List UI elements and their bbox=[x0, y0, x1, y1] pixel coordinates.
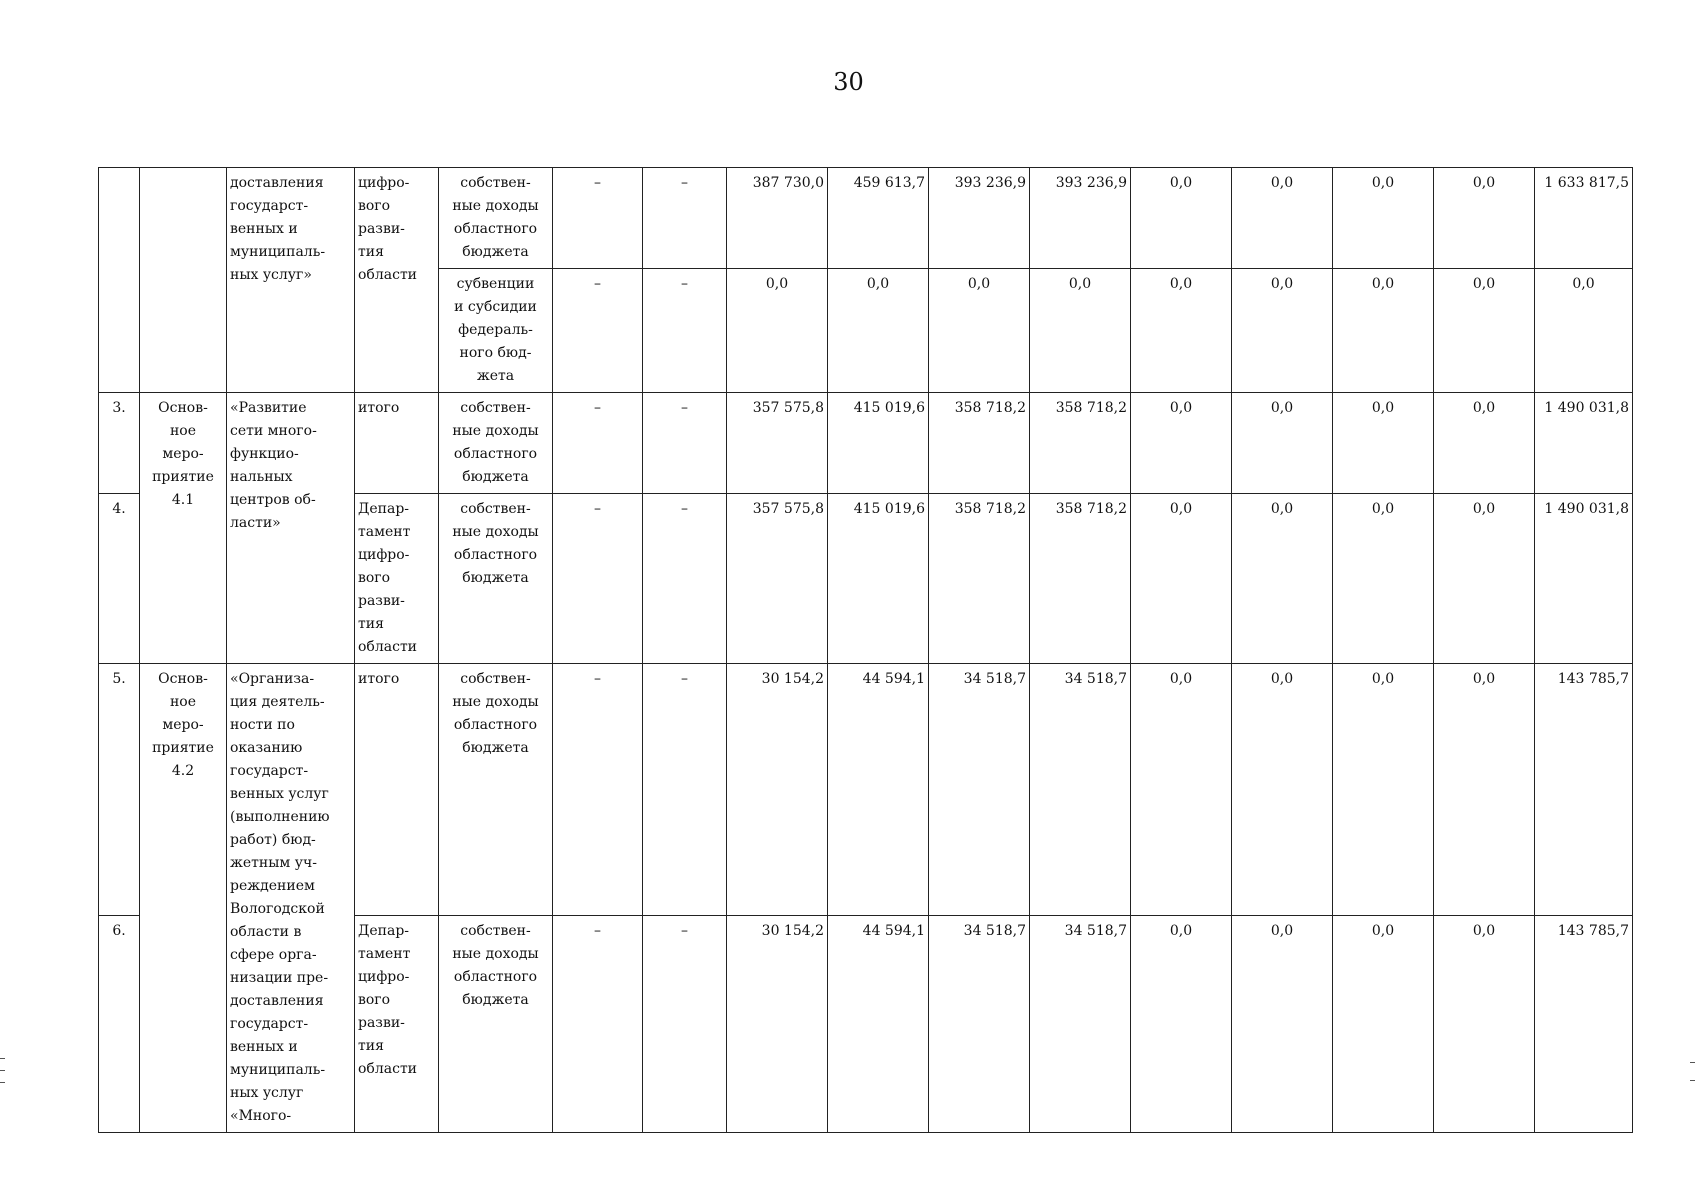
table-row bbox=[99, 168, 1633, 269]
value-cell: 34 518,7 bbox=[929, 664, 1030, 916]
value-cell: 0,0 bbox=[1030, 269, 1131, 393]
value-cell: 0,0 bbox=[1333, 269, 1434, 393]
scan-mark bbox=[0, 1070, 5, 1071]
value-cell: 0,0 bbox=[1333, 664, 1434, 916]
activity-name: «Организа- ция деятель- ности по оказанию государст- венных услуг (выполнению работ) бюд- жетным уч- реждением Вологодской области в сфере орга- низации пре- доставления государст- венных и муниципаль- ных услуг «Много- bbox=[227, 664, 355, 1133]
value-cell: 0,0 bbox=[1434, 664, 1535, 916]
value-cell: 0,0 bbox=[1232, 494, 1333, 664]
dash-cell: – bbox=[643, 664, 727, 916]
value-cell: 358 718,2 bbox=[1030, 393, 1131, 494]
value-cell: 0,0 bbox=[1232, 664, 1333, 916]
value-cell: 0,0 bbox=[1131, 494, 1232, 664]
funding-source: собствен- ные доходы областного бюджета bbox=[439, 664, 553, 916]
dash-cell: – bbox=[643, 168, 727, 269]
page-number: 30 bbox=[833, 68, 864, 96]
table-row bbox=[99, 664, 1633, 916]
dash-cell: – bbox=[643, 393, 727, 494]
dash-cell: – bbox=[643, 269, 727, 393]
activity-name: «Развитие сети много- функцио- нальных центров об- ласти» bbox=[227, 393, 355, 664]
executor-cell: итого bbox=[355, 664, 439, 916]
funding-source: собствен- ные доходы областного бюджета bbox=[439, 915, 553, 1132]
value-cell: 0,0 bbox=[1131, 664, 1232, 916]
value-cell: 30 154,2 bbox=[727, 664, 828, 916]
row-number: 5. bbox=[99, 664, 140, 916]
value-cell: 44 594,1 bbox=[828, 915, 929, 1132]
total-cell: 1 490 031,8 bbox=[1535, 494, 1633, 664]
value-cell: 0,0 bbox=[1131, 915, 1232, 1132]
dash-cell: – bbox=[553, 393, 643, 494]
value-cell: 393 236,9 bbox=[929, 168, 1030, 269]
value-cell: 0,0 bbox=[929, 269, 1030, 393]
row-number: 4. bbox=[99, 494, 140, 664]
executor-cell: цифро- вого разви- тия области bbox=[355, 168, 439, 393]
value-cell: 358 718,2 bbox=[1030, 494, 1131, 664]
dash-cell: – bbox=[553, 915, 643, 1132]
dash-cell: – bbox=[553, 494, 643, 664]
funding-source: собствен- ные доходы областного бюджета bbox=[439, 494, 553, 664]
activity-name: доставления государст- венных и муниципаль- ных услуг» bbox=[227, 168, 355, 393]
value-cell: 0,0 bbox=[1131, 393, 1232, 494]
value-cell: 415 019,6 bbox=[828, 494, 929, 664]
value-cell: 0,0 bbox=[727, 269, 828, 393]
value-cell: 0,0 bbox=[1131, 269, 1232, 393]
row-number: 3. bbox=[99, 393, 140, 494]
value-cell: 0,0 bbox=[1232, 269, 1333, 393]
value-cell: 44 594,1 bbox=[828, 664, 929, 916]
scan-mark bbox=[1690, 1080, 1695, 1081]
value-cell: 387 730,0 bbox=[727, 168, 828, 269]
value-cell: 34 518,7 bbox=[1030, 664, 1131, 916]
value-cell: 357 575,8 bbox=[727, 393, 828, 494]
row-number bbox=[99, 168, 140, 393]
value-cell: 358 718,2 bbox=[929, 494, 1030, 664]
activity-cell: Основ- ное меро- приятие 4.1 bbox=[140, 393, 227, 664]
funding-source: собствен- ные доходы областного бюджета bbox=[439, 393, 553, 494]
value-cell: 0,0 bbox=[1232, 915, 1333, 1132]
dash-cell: – bbox=[643, 915, 727, 1132]
dash-cell: – bbox=[553, 269, 643, 393]
value-cell: 0,0 bbox=[1434, 494, 1535, 664]
value-cell: 34 518,7 bbox=[929, 915, 1030, 1132]
scan-mark bbox=[0, 1058, 5, 1059]
dash-cell: – bbox=[643, 494, 727, 664]
value-cell: 0,0 bbox=[1232, 393, 1333, 494]
funding-source: субвенции и субсидии федераль- ного бюд- жета bbox=[439, 269, 553, 393]
executor-cell: Депар- тамент цифро- вого разви- тия области bbox=[355, 494, 439, 664]
budget-table bbox=[98, 167, 1633, 1133]
value-cell: 0,0 bbox=[828, 269, 929, 393]
value-cell: 0,0 bbox=[1434, 393, 1535, 494]
dash-cell: – bbox=[553, 168, 643, 269]
value-cell: 459 613,7 bbox=[828, 168, 929, 269]
total-cell: 1 633 817,5 bbox=[1535, 168, 1633, 269]
executor-cell: итого bbox=[355, 393, 439, 494]
value-cell: 0,0 bbox=[1333, 168, 1434, 269]
funding-source: собствен- ные доходы областного бюджета bbox=[439, 168, 553, 269]
total-cell: 0,0 bbox=[1535, 269, 1633, 393]
scan-mark bbox=[1690, 1062, 1695, 1063]
value-cell: 0,0 bbox=[1131, 168, 1232, 269]
activity-cell: Основ- ное меро- приятие 4.2 bbox=[140, 664, 227, 1133]
value-cell: 34 518,7 bbox=[1030, 915, 1131, 1132]
total-cell: 1 490 031,8 bbox=[1535, 393, 1633, 494]
row-number: 6. bbox=[99, 915, 140, 1132]
value-cell: 0,0 bbox=[1434, 168, 1535, 269]
value-cell: 0,0 bbox=[1333, 393, 1434, 494]
total-cell: 143 785,7 bbox=[1535, 915, 1633, 1132]
dash-cell: – bbox=[553, 664, 643, 916]
value-cell: 357 575,8 bbox=[727, 494, 828, 664]
executor-cell: Депар- тамент цифро- вого разви- тия области bbox=[355, 915, 439, 1132]
value-cell: 393 236,9 bbox=[1030, 168, 1131, 269]
value-cell: 0,0 bbox=[1434, 269, 1535, 393]
value-cell: 415 019,6 bbox=[828, 393, 929, 494]
table-row bbox=[99, 393, 1633, 494]
value-cell: 0,0 bbox=[1333, 915, 1434, 1132]
value-cell: 30 154,2 bbox=[727, 915, 828, 1132]
scan-mark bbox=[0, 1082, 5, 1083]
value-cell: 0,0 bbox=[1434, 915, 1535, 1132]
value-cell: 358 718,2 bbox=[929, 393, 1030, 494]
value-cell: 0,0 bbox=[1232, 168, 1333, 269]
value-cell: 0,0 bbox=[1333, 494, 1434, 664]
activity-cell bbox=[140, 168, 227, 393]
total-cell: 143 785,7 bbox=[1535, 664, 1633, 916]
